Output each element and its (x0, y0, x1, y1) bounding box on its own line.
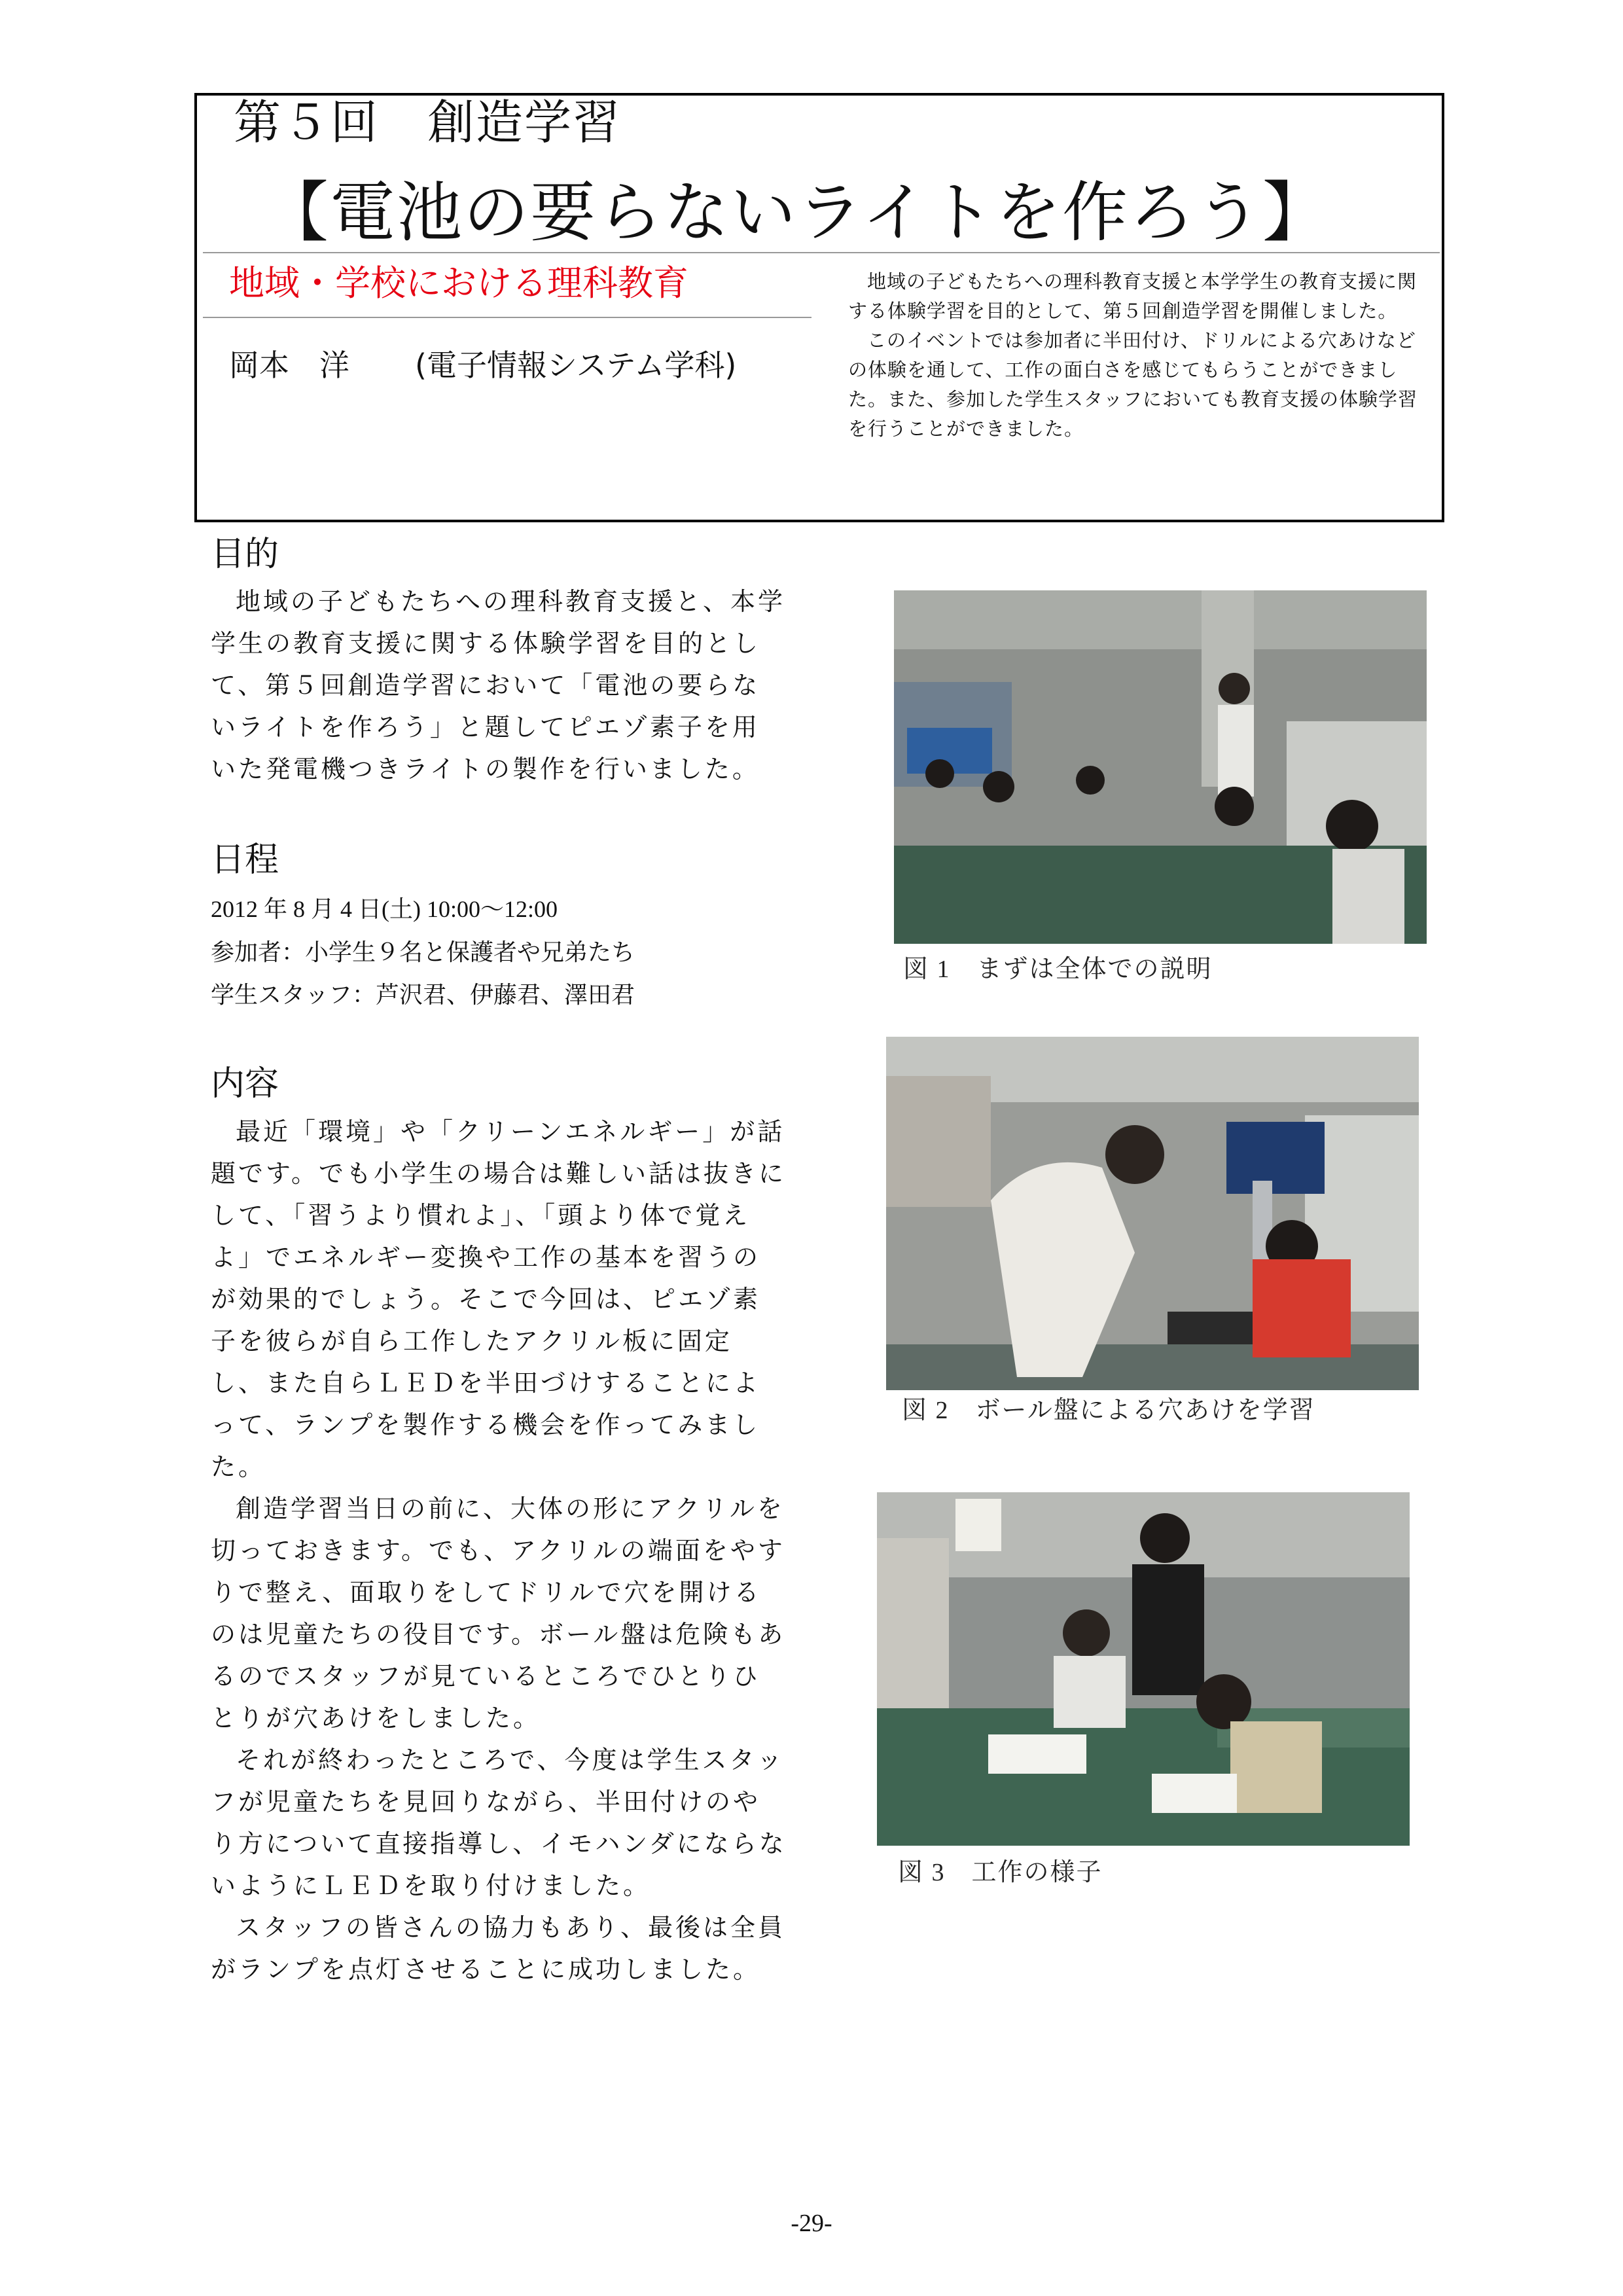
schedule-staff: 学生スタッフ：芦沢君、伊藤君、澤田君 (211, 982, 635, 1009)
subtitle-divider (203, 317, 812, 318)
abstract-paragraph: 地域の子どもたちへの理科教育支援と本学学生の教育支援に関する体験学習を目的として、第５回創造学習を開催しました。 (848, 270, 1418, 322)
schedule-heading: 日程 (211, 840, 279, 880)
figure-1-caption: 図 1 まずは全体での説明 (903, 956, 1213, 983)
content-heading: 内容 (211, 1064, 279, 1103)
purpose-body (211, 581, 787, 790)
series-title: 第５回 創造学習 (234, 95, 622, 150)
figure-2-photo (886, 1037, 1419, 1390)
content-body (211, 1111, 787, 1990)
subtitle: 地域・学校における理科教育 (229, 262, 688, 304)
page-title: 【電池の要らないライトを作ろう】 (263, 174, 1329, 251)
figure-3-caption: 図 3 工作の様子 (898, 1859, 1103, 1886)
abstract (848, 267, 1418, 444)
abstract-paragraph: このイベントでは参加者に半田付け、ドリルによる穴あけなどの体験を通して、工作の面白さを感じてもらうことができました。また、参加した学生スタッフにおいても教育支援の体験学習を行うことができました。 (848, 329, 1418, 440)
content-paragraph: それが終わったところで、今度は学生スタッフが児童たちを見回りながら、半田付けのやり方について直接指導し、イモハンダにならないようにＬＥＤを取り付けました。 (211, 1746, 787, 1900)
author-affiliation: (電子情報システム学科) (415, 348, 737, 383)
content-paragraph: 創造学習当日の前に、大体の形にアクリルを切っておきます。でも、アクリルの端面をやすりで整え、面取りをしてドリルで穴を開けるのは児童たちの役目です。ボール盤は危険もあるのでスタッフが見ているところでひとりひとりが穴あけをしました。 (211, 1494, 786, 1732)
schedule-participants: 参加者：小学生９名と保護者や兄弟たち (211, 939, 635, 966)
author-line (229, 346, 736, 385)
content-paragraph: 最近「環境」や「クリーンエネルギー」が話題です。でも小学生の場合は難しい話は抜きにして、「習うより慣れよ」、「頭より体で覚えよ」でエネルギー変換や工作の基本を習うのが効果的でしょう。そこで今回は、ピエゾ素子を彼らが自ら工作したアクリル板に固定し、また自らＬＥＤを半田づけすることによって、ランプを製作する機会を作ってみました。 (211, 1117, 786, 1481)
page-number: -29- (791, 2210, 832, 2237)
title-divider (203, 252, 1440, 253)
content-paragraph: スタッフの皆さんの協力もあり、最後は全員がランプを点灯させることに成功しました。 (211, 1913, 786, 1984)
figure-2-caption: 図 2 ボール盤による穴あけを学習 (902, 1397, 1315, 1424)
schedule-date-text: 2012 年 8 月 4 日(土) 10:00～12:00 (211, 896, 558, 922)
author-name: 岡本 洋 (229, 348, 349, 383)
figure-3-photo (877, 1492, 1410, 1846)
schedule-date (211, 889, 800, 930)
purpose-paragraph: 地域の子どもたちへの理科教育支援と、本学学生の教育支援に関する体験学習を目的として、第５回創造学習において「電池の要らないライトを作ろう」と題してピエゾ素子を用いた発電機つきライトの製作を行いました。 (211, 587, 786, 783)
purpose-heading: 目的 (211, 535, 279, 574)
figure-1-photo (894, 590, 1427, 944)
